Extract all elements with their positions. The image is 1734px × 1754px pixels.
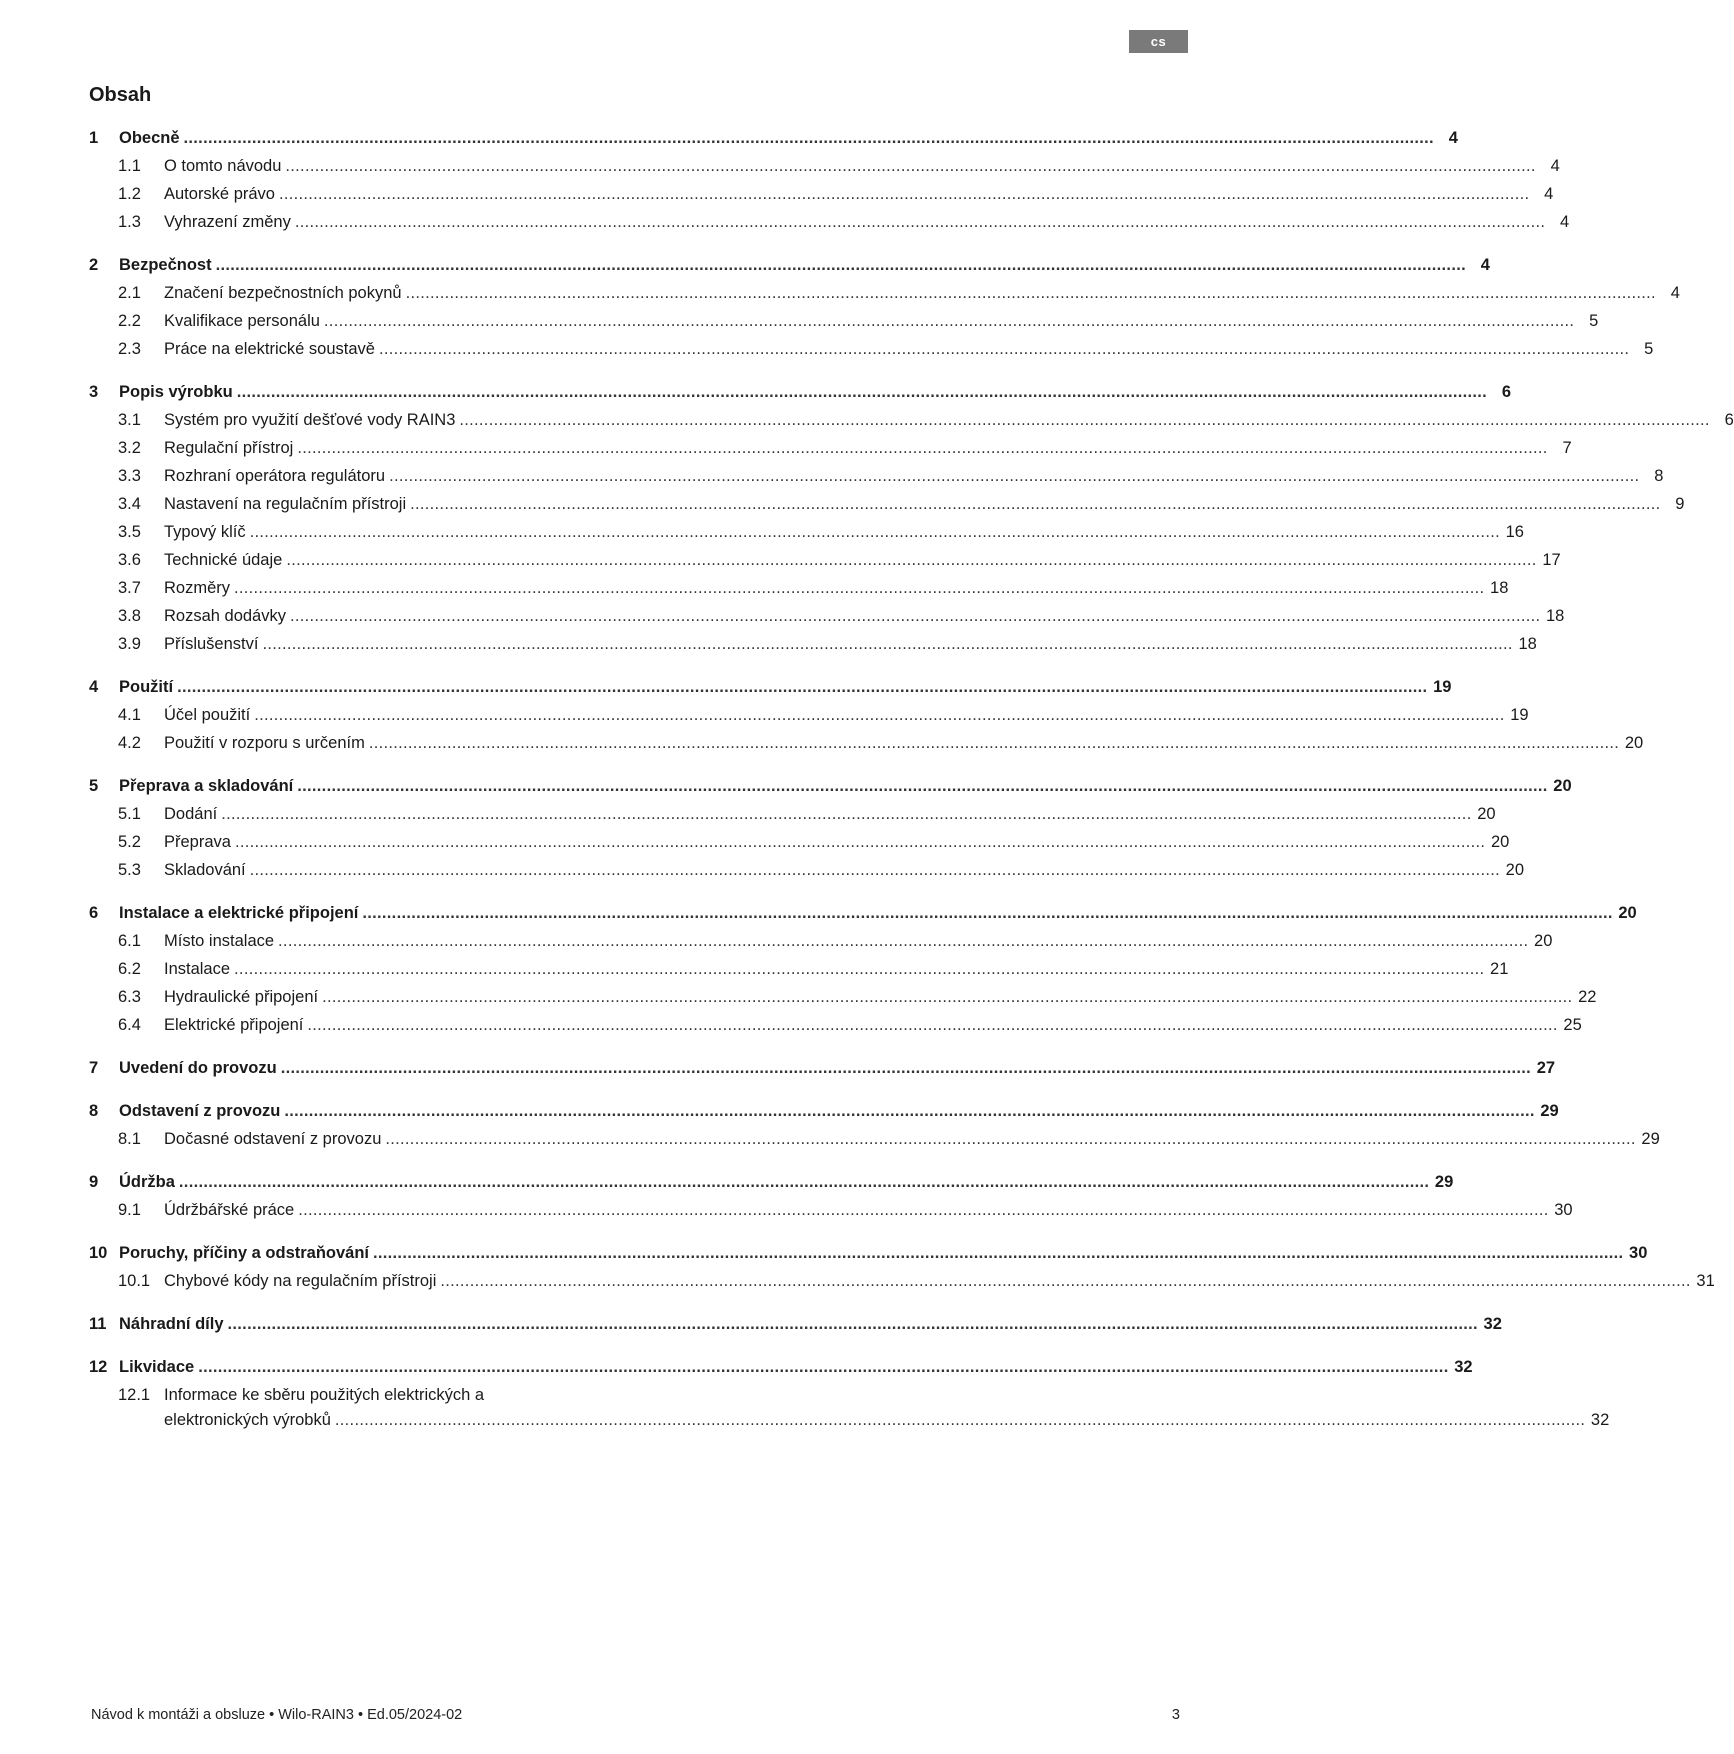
dot-leader [234,955,1484,983]
toc-page-number: 31 [1696,1272,1715,1290]
toc-page-number: 21 [1490,960,1509,978]
toc-entry-section[interactable] [89,1125,1660,1153]
dot-leader [379,335,1629,363]
toc-section-number: 5.1 [118,805,141,823]
dot-leader [335,1408,1585,1433]
dot-leader [262,630,1512,658]
toc-chapter-title: Uvedení do provozu [119,1059,277,1077]
toc-section-title: Rozměry [164,579,231,597]
toc-page-number: 18 [1546,607,1565,625]
dot-leader [284,1097,1534,1125]
toc-page-number: 30 [1554,1201,1573,1219]
toc-entry-chapter[interactable] [89,251,1490,279]
toc-section-title: Použití v rozporu s určením [164,734,365,752]
toc-section-title: Regulační přístroj [164,439,294,457]
dot-leader [177,673,1427,701]
toc-chapter-number: 10 [89,1244,108,1262]
toc-chapter-number: 3 [89,383,99,401]
toc-entry-section[interactable] [89,1267,1715,1295]
toc-section-number: 2.2 [118,312,141,330]
toc-section-number: 4.1 [118,706,141,724]
toc-section-title: O tomto návodu [164,157,282,175]
toc-section-number: 5.2 [118,833,141,851]
toc-section-title: Dočasné odstavení z provozu [164,1130,382,1148]
toc-section-number: 8.1 [118,1130,141,1148]
toc-chapter-number: 7 [89,1059,99,1077]
dot-leader [324,307,1574,335]
toc-chapter [89,1168,1573,1224]
toc-section-title: Dodání [164,805,218,823]
toc-page-number: 4 [1544,185,1554,203]
toc-page-number: 19 [1433,678,1452,696]
dot-leader [286,546,1536,574]
toc-section-number: 10.1 [118,1272,151,1290]
toc-page-number: 20 [1477,805,1496,823]
toc-section-number: 3.8 [118,607,141,625]
dot-leader [216,251,1466,279]
toc-section-number: 12.1 [118,1386,151,1404]
toc-entry-section[interactable] [89,406,1734,434]
dot-leader [198,1353,1448,1381]
toc-page-number: 18 [1518,635,1537,653]
toc-section-title: Skladování [164,861,246,879]
toc-section-number: 2.3 [118,340,141,358]
toc-entry-section[interactable] [89,800,1496,828]
toc-chapter [89,251,1680,363]
toc-page-number: 32 [1454,1358,1473,1376]
dot-leader [234,574,1484,602]
toc-entry-section[interactable] [89,335,1654,363]
toc-section-title: Příslušenství [164,635,259,653]
toc-chapter [89,1097,1660,1153]
toc-section-title: Značení bezpečnostních pokynů [164,284,402,302]
toc-section-title: Instalace [164,960,231,978]
toc-section-title: Systém pro využití dešťové vody RAIN3 [164,411,456,429]
toc-entry-section[interactable] [89,1011,1582,1039]
dot-leader [362,899,1612,927]
toc-chapter-title: Popis výrobku [119,383,233,401]
toc-section-number: 1.2 [118,185,141,203]
dot-leader [440,1267,1690,1295]
toc-entry-section[interactable] [89,518,1524,546]
dot-leader [410,490,1660,518]
toc-page-number: 19 [1510,706,1529,724]
toc-entry-section[interactable] [89,602,1565,630]
toc-page-number: 6 [1501,383,1512,401]
toc-section-number: 3.6 [118,551,141,569]
toc-section-number: 6.1 [118,932,141,950]
toc-section-title: Vyhrazení změny [164,213,291,231]
dot-leader [297,434,1547,462]
toc-page-number: 4 [1550,157,1560,175]
toc-section-number: 3.9 [118,635,141,653]
toc-chapter [89,1054,1556,1082]
toc-entry-section[interactable] [89,152,1560,180]
toc-page-number: 5 [1644,340,1654,358]
toc-section-number: 3.1 [118,411,141,429]
toc-chapter [89,899,1637,1039]
toc-section-number: 1.1 [118,157,141,175]
toc-chapter-number: 11 [89,1315,107,1333]
toc-page-number: 20 [1534,932,1553,950]
toc-page-number: 20 [1618,904,1637,922]
toc-chapter-number: 4 [89,678,99,696]
toc-chapter-title: Instalace a elektrické připojení [119,904,359,922]
toc-chapter-title: Odstavení z provozu [119,1102,281,1120]
toc-page-number: 4 [1448,129,1458,147]
toc-section-number: 5.3 [118,861,141,879]
dot-leader [279,180,1529,208]
page-number: 3 [1171,1707,1180,1723]
toc-entry-section[interactable] [89,574,1509,602]
toc-entry-section[interactable] [89,828,1510,856]
dot-leader [295,208,1545,236]
toc-section-title-line1: Informace ke sběru použitých elektrických a [164,1386,485,1404]
toc-entry-chapter[interactable] [89,772,1572,800]
toc-entry-chapter[interactable] [89,1168,1454,1196]
toc-section-number: 3.2 [118,439,141,457]
toc-entry-chapter[interactable] [89,673,1452,701]
toc-section-title: Nastavení na regulačním přístroji [164,495,407,513]
toc-chapter [89,673,1644,757]
toc-section-number: 3.3 [118,467,141,485]
toc-page-number: 9 [1675,495,1685,513]
dot-leader [322,983,1572,1011]
toc-chapter-number: 9 [89,1173,99,1191]
dot-leader [373,1239,1623,1267]
dot-leader [385,1125,1635,1153]
toc-section-number: 6.3 [118,988,141,1006]
toc-page-number: 25 [1563,1016,1582,1034]
dot-leader [459,406,1709,434]
toc-entry-section[interactable] [89,279,1680,307]
toc-chapter [89,1353,1610,1433]
toc-entry-section[interactable] [89,1196,1573,1224]
toc-entry-chapter[interactable] [89,1054,1556,1082]
toc-entry-section[interactable] [89,856,1524,884]
toc-page-number: 4 [1560,213,1570,231]
toc-chapter-title: Bezpečnost [119,256,212,274]
toc-section-title-block [164,1383,1609,1433]
toc-entry-section[interactable] [89,208,1570,236]
toc-entry-section[interactable] [89,955,1509,983]
dot-leader [281,1054,1531,1082]
toc-entry-section[interactable] [89,927,1553,955]
dot-leader [369,729,1619,757]
toc-section-title-line2-row [164,1408,1609,1433]
toc-entry-section[interactable] [89,546,1561,574]
toc-section-title-line2: elektronických výrobků [164,1411,331,1429]
toc-section-number: 3.7 [118,579,141,597]
toc-entry-section[interactable] [89,434,1572,462]
toc-page-number: 29 [1641,1130,1660,1148]
toc-section-title: Účel použití [164,706,251,724]
toc-page-number: 4 [1670,284,1680,302]
dot-leader [285,152,1535,180]
toc-chapter [89,1310,1502,1338]
toc-section-number: 4.2 [118,734,141,752]
toc-entry-chapter[interactable] [89,1239,1648,1267]
toc-entry-chapter[interactable] [89,124,1458,152]
toc-page-number: 4 [1480,256,1490,274]
footer-text: Návod k montáži a obsluze • Wilo-RAIN3 • Ed.05/2024-02 [91,1707,463,1723]
toc-chapter-title: Přeprava a skladování [119,777,294,795]
toc-section-title: Chybové kódy na regulačním přístroji [164,1272,437,1290]
toc-chapter-title: Poruchy, příčiny a odstraňování [119,1244,370,1262]
language-badge: cs [1129,30,1188,53]
toc-entry-section[interactable] [89,462,1664,490]
toc-page-number: 20 [1490,833,1510,851]
toc-section-title: Rozsah dodávky [164,607,286,625]
dot-leader [228,1310,1478,1338]
toc-section-title: Práce na elektrické soustavě [164,340,375,358]
toc-entry-section[interactable] [89,307,1599,335]
toc-chapter-number: 6 [89,904,99,922]
dot-leader [250,856,1500,884]
toc-section-title: Technické údaje [164,551,283,569]
toc-page-number: 22 [1578,988,1597,1006]
toc-section-title: Místo instalace [164,932,275,950]
toc-page-number: 8 [1654,467,1664,485]
toc-section-number: 6.4 [118,1016,141,1034]
toc-page-number: 27 [1536,1059,1556,1077]
dot-leader [290,602,1540,630]
toc-page-number: 16 [1505,523,1524,541]
toc-section-number: 1.3 [118,213,141,231]
dot-leader [184,124,1434,152]
dot-leader [278,927,1528,955]
toc-section-number: 3.4 [118,495,141,513]
toc-chapter [89,1239,1715,1295]
toc-page-number: 18 [1490,579,1509,597]
toc-page-number: 17 [1542,551,1561,569]
toc-section-number: 3.5 [118,523,141,541]
table-of-contents [89,124,1734,1448]
toc-page-number: 30 [1629,1244,1648,1262]
toc-entry-chapter[interactable] [89,899,1637,927]
toc-chapter [89,772,1572,884]
dot-leader [254,701,1504,729]
toc-section-title: Typový klíč [164,523,246,541]
toc-section-title: Elektrické připojení [164,1016,304,1034]
toc-page-number: 32 [1483,1315,1502,1333]
toc-section-title: Přeprava [164,833,231,851]
toc-chapter-number: 12 [89,1358,108,1376]
toc-entry-section[interactable] [89,490,1685,518]
toc-entry-chapter[interactable] [89,1097,1559,1125]
toc-entry-chapter[interactable] [89,1353,1473,1381]
toc-entry-chapter[interactable] [89,378,1512,406]
dot-leader [307,1011,1557,1039]
toc-chapter-number: 8 [89,1102,99,1120]
dot-leader [250,518,1500,546]
dot-leader [221,800,1471,828]
toc-page-number: 20 [1505,861,1524,879]
dot-leader [406,279,1656,307]
toc-chapter-title: Údržba [119,1173,175,1191]
toc-page-number: 29 [1540,1102,1559,1120]
toc-chapter-number: 1 [89,129,99,147]
dot-leader [235,828,1485,856]
dot-leader [237,378,1487,406]
toc-chapter-number: 5 [89,777,99,795]
toc-section-title: Údržbářské práce [164,1201,295,1219]
toc-chapter-title: Obecně [119,129,180,147]
toc-section-number: 9.1 [118,1201,141,1219]
dot-leader [179,1168,1429,1196]
dot-leader [297,772,1547,800]
toc-section-title: Rozhraní operátora regulátoru [164,467,386,485]
toc-page-number: 5 [1589,312,1599,330]
toc-page-number: 20 [1624,734,1644,752]
toc-page-number: 32 [1590,1411,1610,1429]
toc-section-title: Hydraulické připojení [164,988,319,1006]
dot-leader [389,462,1639,490]
toc-entry-chapter[interactable] [89,1310,1502,1338]
toc-page-number: 29 [1434,1173,1454,1191]
toc-section-title: Autorské právo [164,185,275,203]
toc-section-number: 2.1 [118,284,141,302]
toc-entry-section[interactable] [89,701,1529,729]
toc-chapter-number: 2 [89,256,99,274]
toc-entry-section[interactable] [89,180,1554,208]
dot-leader [298,1196,1548,1224]
page-title: Obsah [89,84,152,106]
toc-page-number: 20 [1553,777,1572,795]
toc-section-title: Kvalifikace personálu [164,312,320,330]
toc-page-number: 7 [1562,439,1572,457]
toc-chapter-title: Náhradní díly [119,1315,224,1333]
toc-entry-section[interactable] [89,983,1597,1011]
toc-chapter [89,124,1570,236]
toc-entry-section[interactable] [89,729,1644,757]
toc-page-number: 6 [1724,411,1734,429]
toc-entry-section[interactable] [89,1381,1610,1433]
toc-chapter-title: Likvidace [119,1358,195,1376]
toc-entry-section[interactable] [89,630,1537,658]
toc-chapter-title: Použití [119,678,174,696]
toc-section-number: 6.2 [118,960,141,978]
toc-chapter [89,378,1734,658]
